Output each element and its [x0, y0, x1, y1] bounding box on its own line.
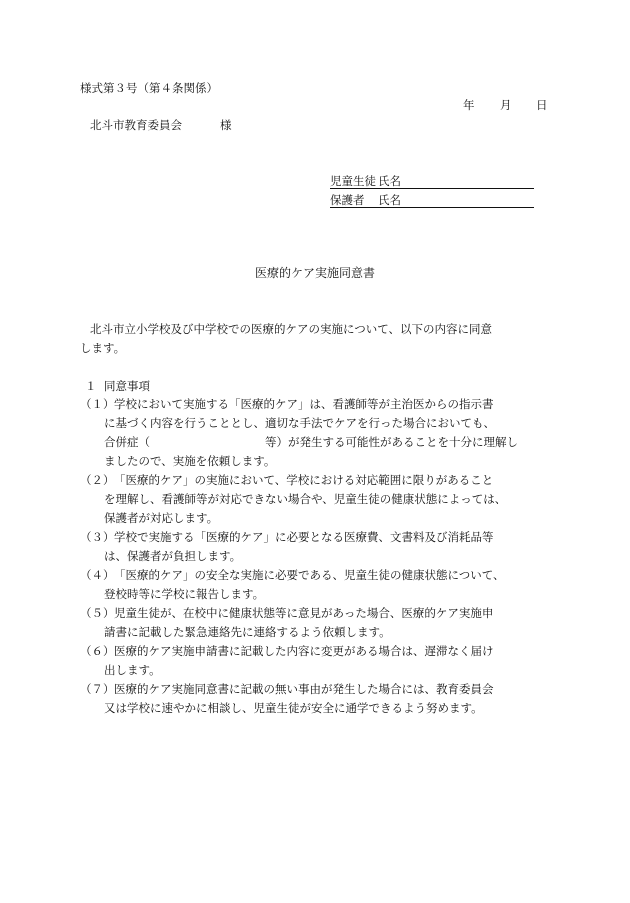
guardian-name-label: 氏名 [378, 193, 401, 207]
item-number: （４） [80, 568, 115, 582]
item-text-line: 保護者が対応します。 [104, 511, 219, 525]
item-text-line: を理解し、看護師等が対応できない場合や、児童生徒の健康状態によっては、 [104, 492, 507, 506]
student-label: 児童生徒 [330, 174, 376, 188]
item-text-line: 学校において実施する「医療的ケア」は、看護師等が主治医からの指示書 [114, 397, 494, 411]
day-label: 日 [536, 98, 548, 112]
item-number: （５） [80, 606, 115, 620]
board-name: 北斗市教育委員会 [90, 118, 182, 132]
guardian-name-underline [330, 207, 534, 208]
item-text-line: 又は学校に速やかに相談し、児童生徒が安全に通学できるよう努めます。 [104, 701, 483, 715]
item-text-line: 児童生徒が、在校中に健康状態等に意見があった場合、医療的ケア実施申 [114, 606, 494, 620]
item-number: （７） [80, 682, 115, 696]
item-text-line: 医療的ケア実施申請書に記載した内容に変更がある場合は、遅滞なく届け [114, 644, 494, 658]
item-text-line: 学校で実施する「医療的ケア」に必要となる医療費、文書料及び消耗品等 [114, 530, 494, 544]
item-text-line: 「医療的ケア」の安全な実施に必要である、児童生徒の健康状態について、 [114, 568, 505, 582]
intro-line: します。 [80, 341, 126, 355]
honorific: 様 [220, 118, 232, 132]
student-name-label: 氏名 [378, 174, 401, 188]
item-text-line: 医療的ケア実施同意書に記載の無い事由が発生した場合には、教育委員会 [114, 682, 494, 696]
item-text-line: に基づく内容を行うこととし、適切な手法でケアを行った場合においても、 [104, 416, 495, 430]
form-number: 様式第３号（第４条関係） [80, 81, 218, 95]
item-number: （６） [80, 644, 115, 658]
intro-line: 北斗市立小学校及び中学校での医療的ケアの実施について、以下の内容に同意 [90, 322, 493, 336]
item-text-line: 請書に記載した緊急連絡先に連絡するよう依頼します。 [104, 625, 391, 639]
item-text-line: 合併症（ 等）が発生する可能性があることを十分に理解し [104, 435, 518, 449]
document-title: 医療的ケア実施同意書 [254, 266, 375, 280]
year-label: 年 [463, 98, 475, 112]
month-label: 月 [500, 98, 512, 112]
item-text-line: は、保護者が負担します。 [104, 549, 242, 563]
item-text-line: 出します。 [104, 663, 161, 677]
item-text-line: 「医療的ケア」の実施において、学校における対応範囲に限りがあること [114, 473, 494, 487]
item-number: （３） [80, 530, 115, 544]
item-number: （１） [80, 397, 115, 411]
item-text-line: 登校時等に学校に報告します。 [104, 587, 265, 601]
section-number: １ [85, 379, 97, 393]
student-name-underline [330, 188, 534, 189]
item-number: （２） [80, 473, 115, 487]
item-text-line: ましたので、実施を依頼します。 [104, 454, 276, 468]
section-label: 同意事項 [104, 379, 150, 393]
guardian-label: 保護者 [330, 193, 365, 207]
